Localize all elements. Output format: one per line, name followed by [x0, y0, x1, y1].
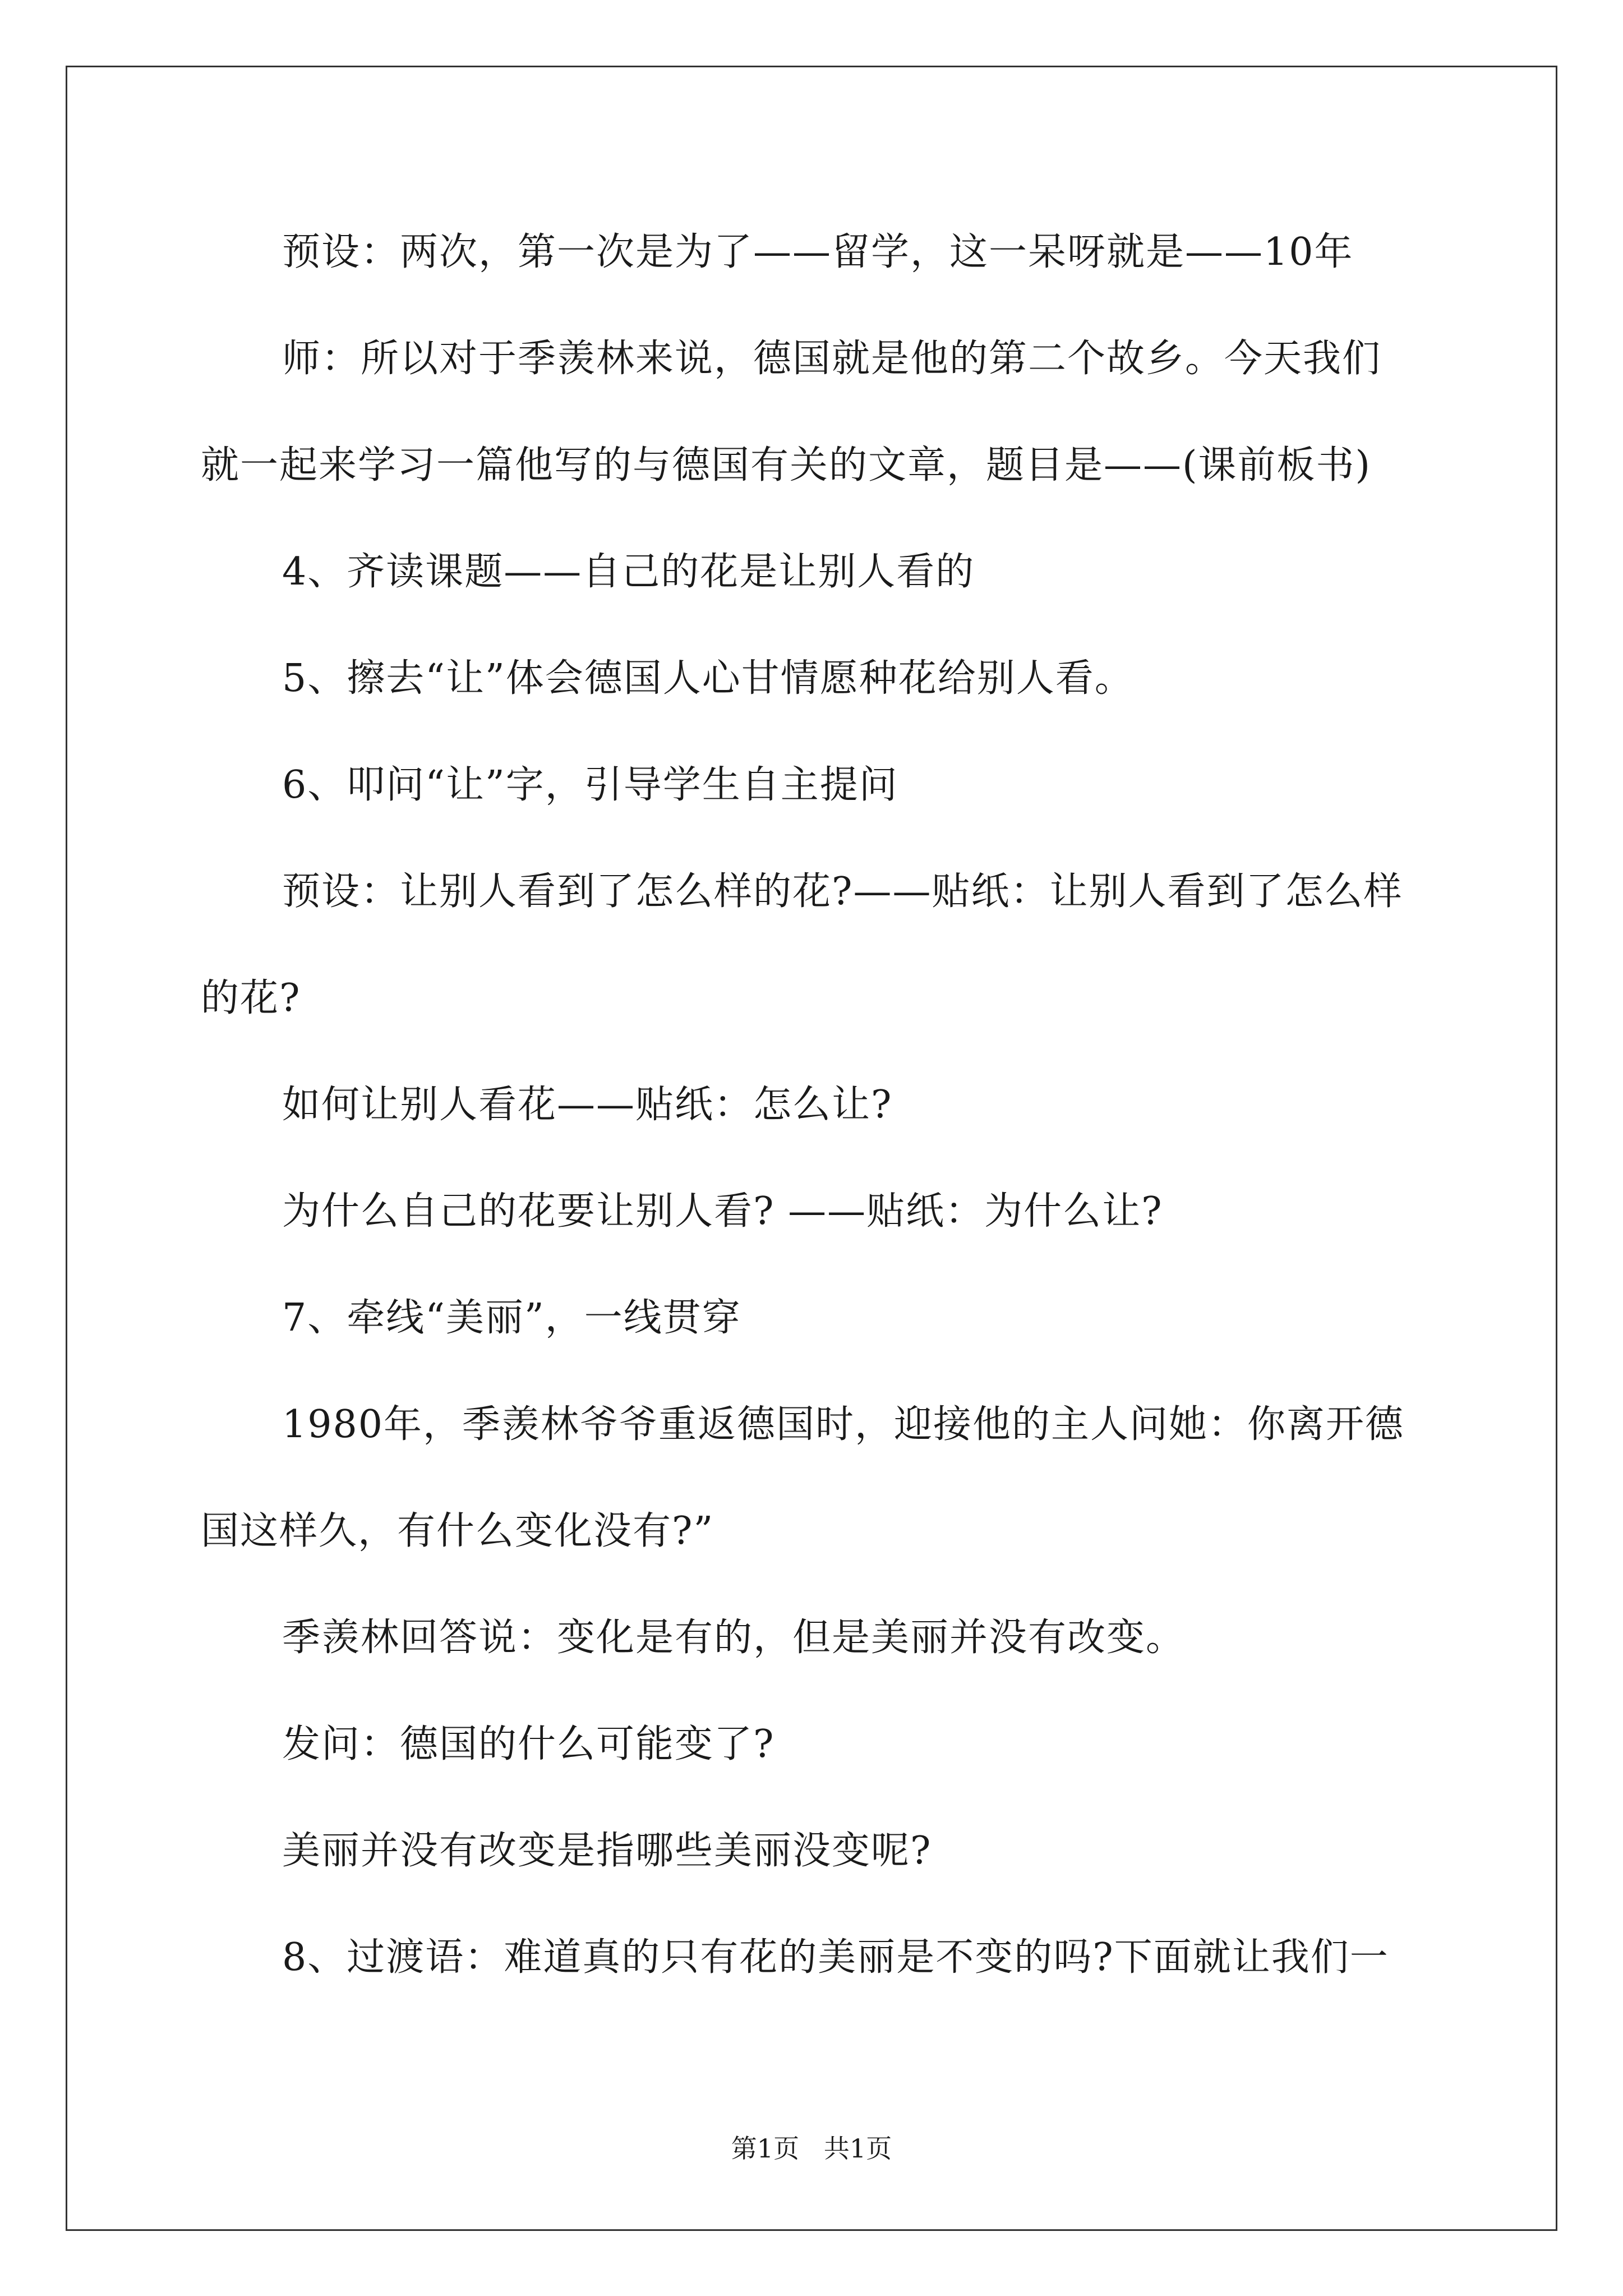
text-line: 如何让别人看花——贴纸：怎么让?: [282, 1083, 893, 1127]
text-line: 师：所以对于季羡林来说，德国就是他的第二个故乡。今天我们: [282, 337, 1382, 381]
page-border: [66, 66, 1557, 2231]
text-line: 就一起来学习一篇他写的与德国有关的文章，题目是——(课前板书): [201, 443, 1372, 487]
text-line: 发问：德国的什么可能变了?: [282, 1722, 775, 1766]
text-line: 的花?: [201, 976, 301, 1020]
text-line: 7、牵线“美丽”，一线贯穿: [282, 1296, 741, 1340]
text-line: 国这样久，有什么变化没有?”: [201, 1509, 714, 1553]
text-line: 季羡林回答说：变化是有的，但是美丽并没有改变。: [282, 1616, 1186, 1660]
text-line: 预设：让别人看到了怎么样的花?——贴纸：让别人看到了怎么样: [282, 869, 1403, 914]
text-line: 为什么自己的花要让别人看? ——贴纸：为什么让?: [282, 1189, 1163, 1234]
text-line: 美丽并没有改变是指哪些美丽没变呢?: [282, 1829, 932, 1873]
text-line: 6、叩问“让”字，引导学生自主提问: [282, 763, 898, 807]
text-line: 4、齐读课题——自己的花是让别人看的: [282, 550, 975, 594]
text-line: 预设：两次，第一次是为了——留学，这一呆呀就是——10年: [282, 230, 1354, 274]
text-line: 5、擦去“让”体会德国人心甘情愿种花给别人看。: [282, 656, 1134, 701]
page-footer: 第1页 共1页: [731, 2133, 892, 2164]
text-line: 1980年，季羡林爷爷重返德国时，迎接他的主人问她：你离开德: [282, 1402, 1405, 1447]
text-line: 8、过渡语：难道真的只有花的美丽是不变的吗?下面就让我们一: [282, 1935, 1389, 1980]
